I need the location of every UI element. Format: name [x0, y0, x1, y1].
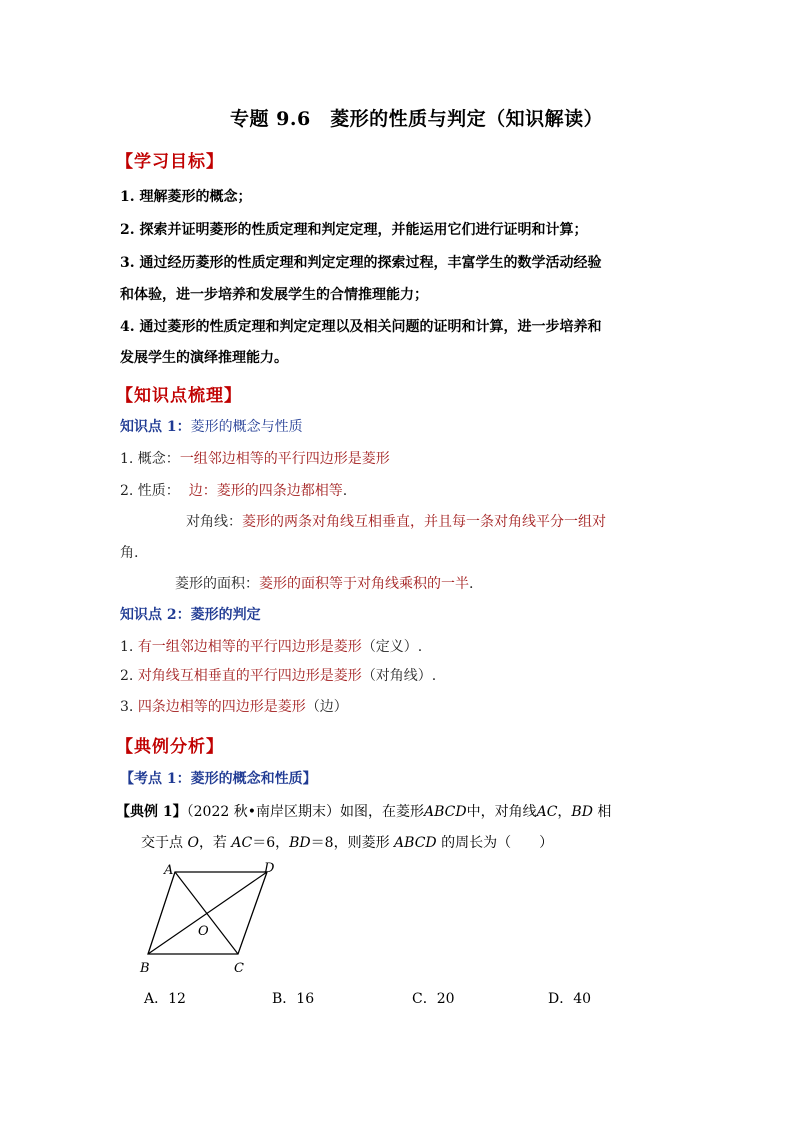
goal-item: 2. 探索并证明菱形的性质定理和判定定理，并能运用它们进行证明和计算； [120, 222, 588, 238]
criterion-text: 四条边相等的四边形是菱形 [137, 699, 306, 715]
kp2-criterion [120, 665, 436, 685]
diagonal-text: 菱形的两条对角线互相垂直，并且每一条对角线平分一组对 [242, 514, 606, 530]
criterion-text: 对角线互相垂直的平行四边形是菱形 [137, 668, 362, 684]
property-label: 2. 性质： [120, 483, 180, 499]
concept-label: 1. 概念： [120, 451, 180, 467]
option-letter: D． [548, 991, 574, 1007]
edge-text: 菱形的四条边都相等 [216, 483, 343, 499]
goal-item: 4. 通过菱形的性质定理和判定定理以及相关问题的证明和计算，进一步培养和 [120, 319, 602, 335]
kp2-criterion [120, 636, 422, 656]
goal-item: 发展学生的演绎推理能力。 [120, 350, 288, 366]
criterion-note: （边） [305, 699, 348, 715]
diagonal-label: 对角线： [186, 514, 242, 530]
criterion-text: 有一组邻边相等的平行四边形是菱形 [137, 639, 362, 655]
math-var: ABCD [394, 835, 437, 851]
example-tag: 【典例 1】 [116, 804, 187, 820]
math-var: ABCD [423, 804, 467, 820]
kp2-criterion [120, 696, 348, 716]
question-text: 的周长为（ ） [441, 835, 554, 851]
edge-label: 边： [188, 483, 217, 499]
math-var: AC [231, 835, 253, 851]
kp1-concept [120, 448, 390, 468]
vertex-label-b: B [140, 961, 150, 976]
question-text: ，若 [198, 835, 227, 851]
section-learning-goals: 【学习目标】 [116, 152, 224, 172]
option-b[interactable] [272, 988, 314, 1008]
area-text: 菱形的面积等于对角线乘积的一半 [259, 576, 469, 592]
kp1-label: 知识点 1： [120, 419, 191, 435]
option-a[interactable] [144, 988, 186, 1008]
knowledge-point-2-heading [120, 604, 261, 624]
question-text: ＝8，则菱形 [310, 835, 390, 851]
question-text: ， [557, 804, 572, 820]
criterion-note: （定义）. [361, 639, 423, 655]
criterion-num: 1. [120, 639, 138, 655]
criterion-note: （对角线）. [361, 668, 437, 684]
exam-point-heading: 【考点 1：菱形的概念和性质】 [120, 771, 317, 787]
kp1-diagonal-continued: 角. [120, 545, 139, 561]
goal-item: 3. 通过经历菱形的性质定理和判定定理的探索过程，丰富学生的数学活动经验 [120, 255, 602, 271]
kp1-title: 菱形的概念与性质 [190, 419, 303, 435]
question-text: 相 [597, 804, 612, 820]
example-question-line-1 [116, 801, 611, 821]
kp1-property-diagonal [186, 511, 606, 531]
concept-text: 一组邻边相等的平行四边形是菱形 [179, 451, 390, 467]
math-var: AC [536, 804, 558, 820]
kp1-property-area [175, 573, 473, 593]
area-label: 菱形的面积： [175, 576, 259, 592]
goal-item: 1. 理解菱形的概念； [120, 189, 252, 205]
criterion-num: 3. [120, 699, 138, 715]
area-end: . [469, 576, 474, 592]
section-examples: 【典例分析】 [116, 737, 224, 757]
question-text: 中，对角线 [466, 804, 537, 820]
center-label-o: O [198, 924, 209, 939]
vertex-label-d: D [264, 861, 275, 876]
kp2-title: 菱形的判定 [190, 607, 261, 623]
option-value: 16 [296, 991, 315, 1007]
example-source: （2022 秋•南岸区期末） [186, 804, 340, 820]
option-d[interactable] [548, 988, 591, 1008]
knowledge-point-1-heading [120, 416, 303, 436]
diagonal-bd [148, 872, 267, 954]
vertex-label-a: A [164, 863, 174, 878]
rhombus-figure [130, 858, 290, 980]
edge-end: . [342, 483, 348, 499]
question-text: ＝6， [252, 835, 290, 851]
option-value: 20 [436, 991, 455, 1007]
example-question-line-2 [141, 832, 553, 852]
math-var: O [187, 835, 199, 851]
option-value: 12 [168, 991, 186, 1007]
math-var: BD [289, 835, 311, 851]
goal-item: 和体验，进一步培养和发展学生的合情推理能力； [120, 287, 428, 303]
option-value: 40 [573, 991, 592, 1007]
section-knowledge-points: 【知识点梳理】 [116, 386, 242, 406]
vertex-label-c: C [234, 961, 244, 976]
page-title: 专题 9.6 菱形的性质与判定（知识解读） [230, 108, 604, 130]
criterion-num: 2. [120, 668, 138, 684]
kp2-label: 知识点 2： [120, 607, 191, 623]
option-letter: C． [412, 991, 437, 1007]
option-letter: A． [144, 991, 169, 1007]
option-c[interactable] [412, 988, 455, 1008]
kp1-property-edge [120, 480, 347, 500]
math-var: BD [571, 804, 593, 820]
question-text: 交于点 [141, 835, 183, 851]
option-letter: B． [272, 991, 297, 1007]
question-text: 如图，在菱形 [339, 804, 424, 820]
